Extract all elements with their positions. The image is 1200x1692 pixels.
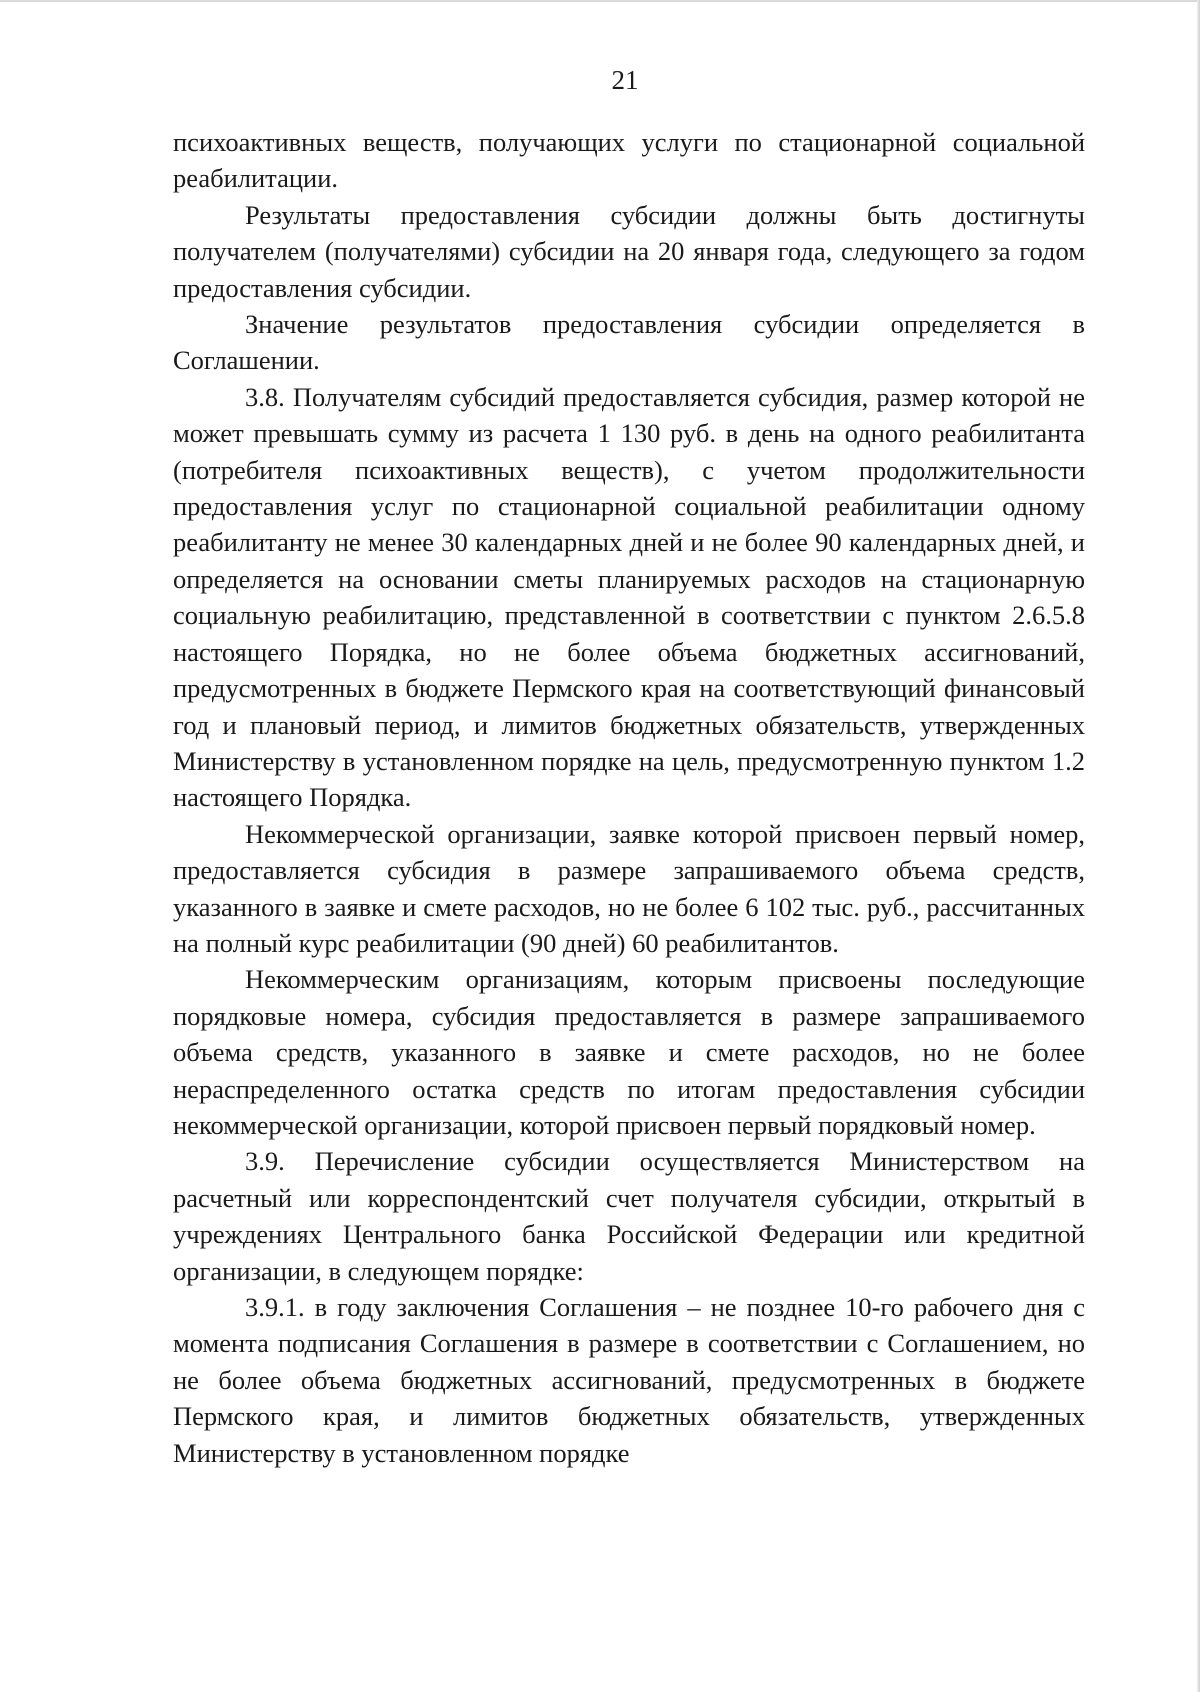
paragraph-results-deadline: Результаты предоставления субсидии должны быть достигнуты получателем (получателями) субсидии на 20 января года, следующего за годом предоставления субсидии.	[173, 199, 1085, 303]
paragraph-first-number-org: Некоммерческой организации, заявке которой присвоен первый номер, предоставляется субсидия в размере запрашиваемого объема средств, указанного в заявке и смете расходов, но не более 6 102 тыс. руб., рассчитанных на полный курс реабилитации (90 дней) 60 реабилитантов.	[173, 818, 1085, 958]
paragraph-continuation: психоактивных веществ, получающих услуги по стационарной социальной реабилитации.	[173, 127, 1085, 194]
page-number: 21	[611, 65, 639, 95]
paragraph-3-9: 3.9. Перечисление субсидии осуществляется Министерством на расчетный или корреспондентский счет получателя субсидии, открытый в учреждениях Центрального банка Российской Федерации или кредитной организации, в следующем порядке:	[173, 1146, 1085, 1286]
paragraph-3-9-1: 3.9.1. в году заключения Соглашения – не позднее 10-го рабочего дня с момента подписания Соглашения в размере в соответствии с Соглашением, но не более объема бюджетных ассигнований, предусмотренных в бюджете Пермского края, и лимитов бюджетных обязательств, утвержденных Министерству в установленном порядке	[173, 1292, 1085, 1468]
paragraph-3-8: 3.8. Получателям субсидий предоставляется субсидия, размер которой не может превышать сумму из расчета 1 130 руб. в день на одного реабилитанта (потребителя психоактивных веществ), с учетом продолжительности предоставления услуг по стационарной социальной реабилитации одному реабилитанту не менее 30 календарных дней и не более 90 календарных дней, и определяется на основании сметы планируемых расходов на стационарную социальную реабилитацию, представленной в соответствии с пунктом 2.6.5.8 настоящего Порядка, но не более объема бюджетных ассигнований, предусмотренных в бюджете Пермского края на соответствующий финансовый год и плановый период, и лимитов бюджетных обязательств, утвержденных Министерству в установленном порядке на цель, предусмотренную пунктом 1.2 настоящего Порядка.	[173, 381, 1085, 813]
document-body	[173, 124, 1085, 1471]
paragraph-subsequent-orgs: Некоммерческим организациям, которым присвоены последующие порядковые номера, субсидия предоставляется в размере запрашиваемого объема средств, указанного в заявке и смете расходов, но не более нераспределенного остатка средств по итогам предоставления субсидии некоммерческой организации, которой присвоен первый порядковый номер.	[173, 964, 1085, 1140]
scan-edge-top	[0, 0, 1200, 2]
paragraph-results-value: Значение результатов предоставления субсидии определяется в Соглашении.	[173, 309, 1085, 376]
